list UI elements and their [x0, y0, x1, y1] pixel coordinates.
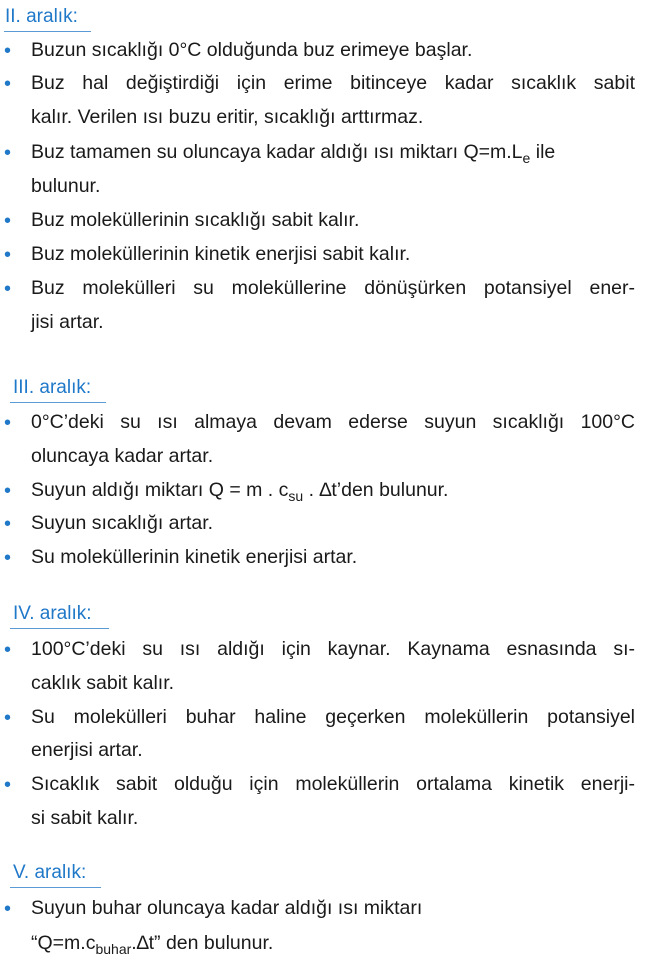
heading-underline — [10, 628, 109, 629]
section-heading: V. aralık: — [13, 862, 87, 883]
bullet-icon: • — [4, 898, 12, 920]
bullet-icon: • — [4, 707, 12, 729]
heading-underline — [4, 31, 91, 32]
list-item-line: Suyun sıcaklığı artar. — [31, 512, 214, 534]
list-item-line — [31, 139, 635, 165]
list-item-line: 100°C’deki su ısı aldığı için kaynar. Kaynama esnasında sı- — [31, 638, 635, 660]
bullet-icon: • — [4, 412, 12, 434]
list-item-line: Buz moleküllerinin sıcaklığı sabit kalır. — [31, 209, 360, 231]
list-item-line: si sabit kalır. — [31, 807, 139, 829]
formula-text: “Q=m.c — [31, 932, 96, 954]
bullet-icon: • — [4, 639, 12, 661]
bullet-icon: • — [4, 513, 12, 535]
list-item-line — [31, 477, 635, 503]
bullet-icon: • — [4, 480, 12, 502]
list-item-line: Buzun sıcaklığı 0°C olduğunda buz erimeye başlar. — [31, 39, 473, 61]
bullet-icon: • — [4, 40, 12, 62]
bullet-icon: • — [4, 278, 12, 300]
bullet-icon: • — [4, 210, 12, 232]
list-item-line: bulunur. — [31, 175, 101, 197]
list-item-line: Su moleküllerinin kinetik enerjisi artar. — [31, 546, 358, 568]
bullet-icon: • — [4, 142, 12, 164]
list-item-line: jisi artar. — [31, 311, 104, 333]
list-item-line: Su molekülleri buhar haline geçerken moleküllerin potansiyel — [31, 706, 635, 728]
section-heading: III. aralık: — [13, 377, 92, 398]
list-item-line — [31, 930, 635, 956]
section-heading: II. aralık: — [5, 6, 78, 27]
formula-text: Suyun aldığı miktarı Q = m . c — [31, 479, 289, 501]
subscript: e — [522, 150, 531, 166]
list-item-line: Buz hal değiştirdiği için erime bitinceye kadar sıcaklık sabit — [31, 72, 635, 94]
formula-text-after: . ∆t’den bulunur. — [303, 479, 449, 501]
list-item-line: Suyun buhar oluncaya kadar aldığı ısı miktarı — [31, 897, 423, 919]
list-item-line: 0°C’deki su ısı almaya devam ederse suyun sıcaklığı 100°C — [31, 411, 635, 433]
subscript: su — [288, 488, 304, 504]
bullet-icon: • — [4, 774, 12, 796]
bullet-icon: • — [4, 73, 12, 95]
subscript: buhar — [95, 941, 132, 957]
list-item-line: Buz molekülleri su moleküllerine dönüşürken potansiyel ener- — [31, 277, 635, 299]
formula-text-after: .∆t” den bulunur. — [131, 932, 274, 954]
bullet-icon: • — [4, 244, 12, 266]
list-item-line: enerjisi artar. — [31, 739, 143, 761]
bullet-icon: • — [4, 547, 12, 569]
list-item-line: caklık sabit kalır. — [31, 672, 175, 694]
list-item-line: Buz moleküllerinin kinetik enerjisi sabit kalır. — [31, 243, 411, 265]
list-item-line: Sıcaklık sabit olduğu için moleküllerin ortalama kinetik enerji- — [31, 773, 635, 795]
formula-text: Buz tamamen su oluncaya kadar aldığı ısı miktarı Q=m.L — [31, 141, 523, 163]
section-heading: IV. aralık: — [13, 603, 92, 624]
heading-underline — [10, 402, 106, 403]
heading-underline — [10, 887, 101, 888]
formula-text-after: ile — [530, 141, 556, 163]
list-item-line: kalır. Verilen ısı buzu eritir, sıcaklığı arttırmaz. — [31, 106, 424, 128]
list-item-line: oluncaya kadar artar. — [31, 445, 214, 467]
